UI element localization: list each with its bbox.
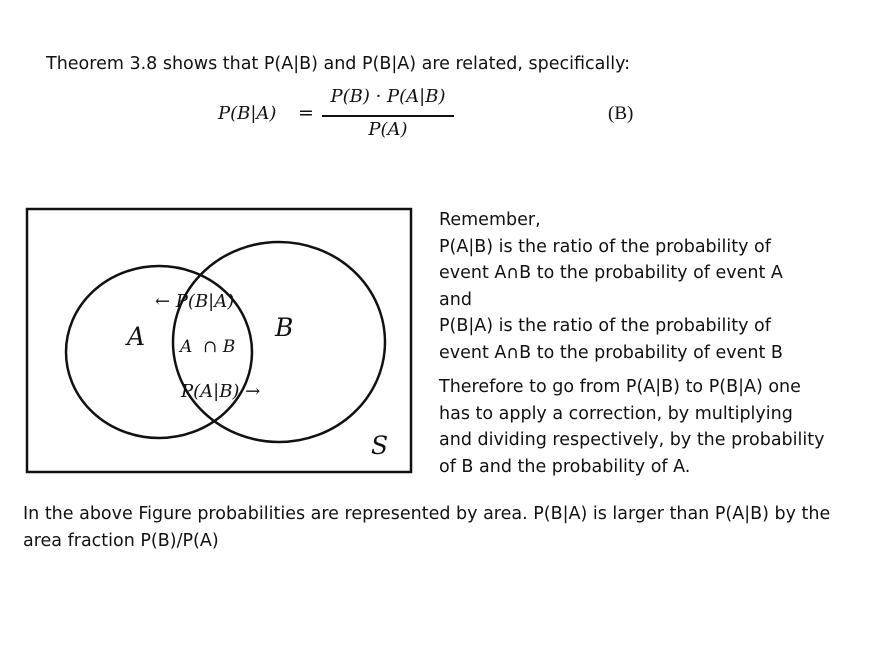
label-a: A	[127, 322, 146, 351]
label-b: B	[275, 313, 294, 342]
equation-tag: (B)	[608, 103, 634, 124]
label-p-b-given-a: ← P(B|A)	[155, 291, 235, 312]
side-line: Remember,	[439, 210, 541, 230]
side-line: event A∩B to the probability of event A	[439, 263, 783, 283]
side-line: and dividing respectively, by the probability	[439, 430, 825, 450]
side-line: has to apply a correction, by multiplying	[439, 403, 793, 424]
label-s: S	[371, 431, 389, 460]
intro-text: Theorem 3.8 shows that P(A|B) and P(B|A) are related, specifically:	[46, 54, 631, 74]
side-line: P(B|A) is the ratio of the probability of	[439, 316, 771, 336]
side-line: and	[439, 289, 472, 310]
spacer	[439, 366, 859, 374]
footer-text	[23, 501, 863, 554]
side-line: event A∩B to the probability of event B	[439, 342, 783, 363]
equation-lhs: P(B|A)	[218, 103, 277, 124]
footer-line: area fraction P(B)/P(A)	[23, 530, 219, 551]
explanation-text	[439, 207, 859, 480]
footer-line: In the above Figure probabilities are represented by area. P(B|A) is larger than P(A|B) by the	[23, 504, 831, 524]
equation-equals: =	[298, 102, 314, 124]
equation-denominator: P(A)	[368, 119, 408, 140]
side-line: Therefore to go from P(A|B) to P(B|A) one	[439, 377, 801, 397]
side-line: P(A|B) is the ratio of the probability of	[439, 236, 771, 257]
intersection-label: A ∩ B	[180, 337, 236, 357]
label-p-a-given-b: P(A|B) →	[181, 381, 261, 402]
side-line: of B and the probability of A.	[439, 456, 691, 477]
equation-numerator: P(B) · P(A|B)	[330, 86, 446, 107]
